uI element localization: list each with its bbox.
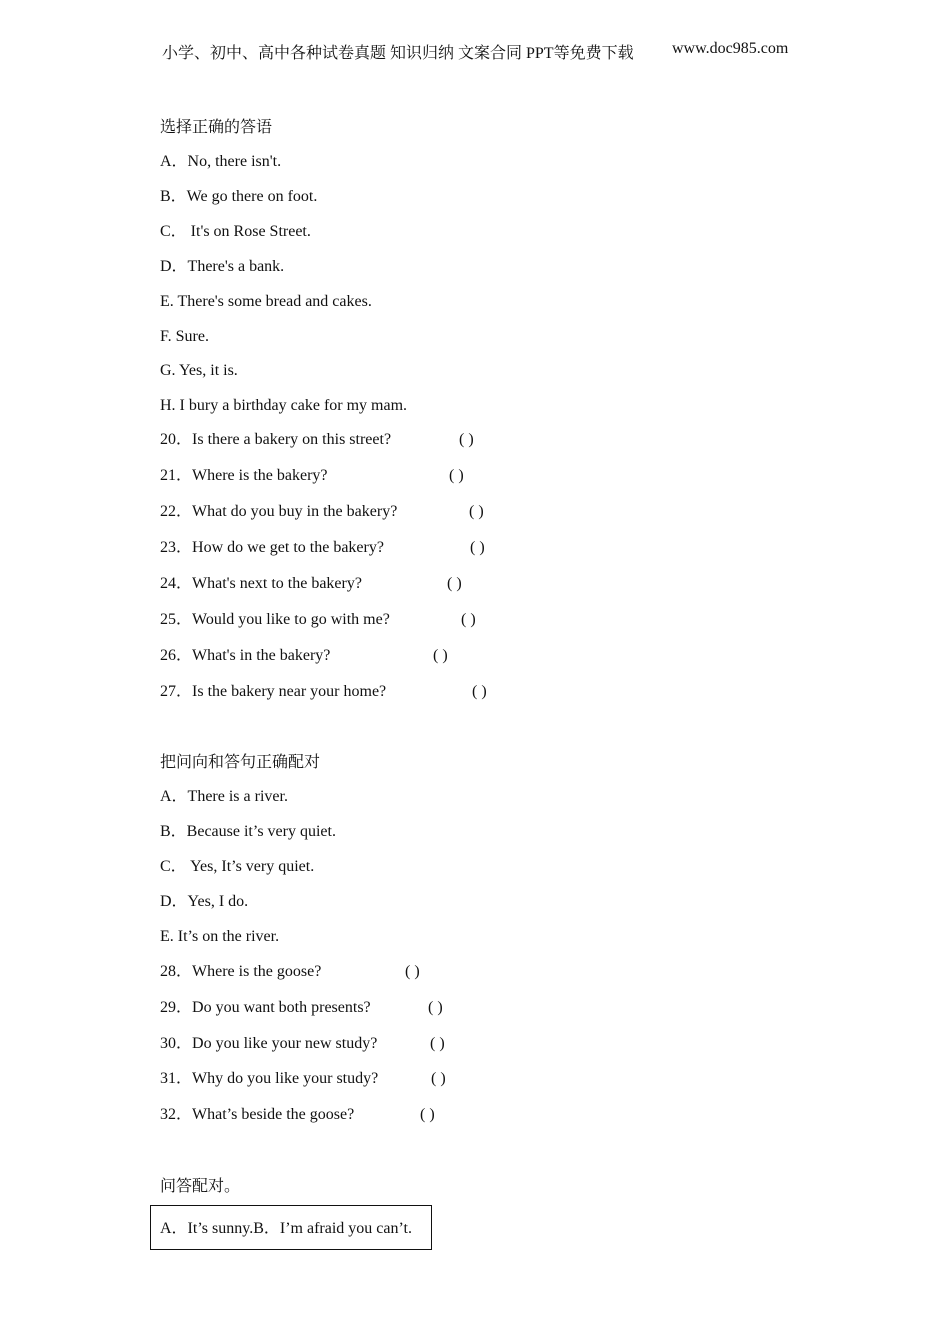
section1-option: F. Sure. [160,328,209,345]
section1-option: C． It's on Rose Street. [160,223,311,240]
answer-blank[interactable]: ( ) [472,683,487,700]
question-text: Where is the goose? [192,963,322,980]
section1-option: B．We go there on foot. [160,188,318,205]
question-number: 24． [160,575,193,592]
question-text: Where is the bakery? [192,467,328,484]
answer-blank[interactable]: ( ) [459,431,474,448]
section2-option: B．Because it’s very quiet. [160,823,336,840]
question-text: Is there a bakery on this street? [192,431,392,448]
question-text: Why do you like your study? [192,1070,379,1087]
question-text: How do we get to the bakery? [192,539,384,556]
question-row [160,1034,377,1054]
header-site[interactable]: www.doc985.com [672,40,789,57]
question-text: Would you like to go with me? [192,611,390,628]
question-text: Is the bakery near your home? [192,683,387,700]
question-text: What's next to the bakery? [192,575,362,592]
question-row [160,574,362,594]
answer-blank[interactable]: ( ) [433,647,448,664]
question-row [160,646,330,666]
question-number: 20． [160,431,193,448]
question-text: Do you like your new study? [192,1035,378,1052]
question-number: 32． [160,1106,193,1123]
question-row [160,1105,354,1125]
question-number: 31． [160,1070,193,1087]
answer-blank[interactable]: ( ) [428,999,443,1016]
question-text: Do you want both presents? [192,999,371,1016]
section2-option: C． Yes, It’s very quiet. [160,858,315,875]
question-row [160,998,371,1018]
section1-instruction: 选择正确的答语 [160,119,273,136]
section1-option: G. Yes, it is. [160,362,238,379]
answer-blank[interactable]: ( ) [420,1106,435,1123]
answer-blank[interactable]: ( ) [405,963,420,980]
question-number: 30． [160,1035,193,1052]
answer-blank[interactable]: ( ) [447,575,462,592]
question-row [160,962,321,982]
section3-instruction: 问答配对。 [160,1178,241,1195]
answer-blank[interactable]: ( ) [430,1035,445,1052]
question-row [160,610,390,630]
question-row [160,682,386,702]
question-number: 22． [160,503,193,520]
section2-option: E. It’s on the river. [160,928,280,945]
section2-instruction: 把问向和答句正确配对 [160,754,321,771]
question-number: 29． [160,999,193,1016]
question-row [160,1069,378,1089]
question-row [160,538,384,558]
section1-option: A．No, there isn't. [160,153,282,170]
section2-option: D．Yes, I do. [160,893,249,910]
options-box [150,1205,432,1250]
answer-blank[interactable]: ( ) [449,467,464,484]
answer-blank[interactable]: ( ) [470,539,485,556]
question-number: 25． [160,611,193,628]
question-text: What's in the bakery? [192,647,331,664]
question-number: 23． [160,539,193,556]
answer-blank[interactable]: ( ) [461,611,476,628]
question-number: 21． [160,467,193,484]
question-row [160,430,391,450]
section2-option: A．There is a river. [160,788,288,805]
question-text: What do you buy in the bakery? [192,503,398,520]
question-number: 28． [160,963,193,980]
header-title: 小学、初中、高中各种试卷真题 知识归纳 文案合同 PPT等免费下载 [162,45,634,62]
boxed-options-text: A．It’s sunny.B．I’m afraid you can’t. [160,1220,412,1237]
answer-blank[interactable]: ( ) [431,1070,446,1087]
question-number: 27． [160,683,193,700]
section1-option: D．There's a bank. [160,258,285,275]
answer-blank[interactable]: ( ) [469,503,484,520]
section1-option: E. There's some bread and cakes. [160,293,372,310]
page-header [162,40,789,63]
section1-option: H. I bury a birthday cake for my mam. [160,397,408,414]
question-row [160,502,397,522]
question-number: 26． [160,647,193,664]
question-row [160,466,328,486]
question-text: What’s beside the goose? [192,1106,355,1123]
